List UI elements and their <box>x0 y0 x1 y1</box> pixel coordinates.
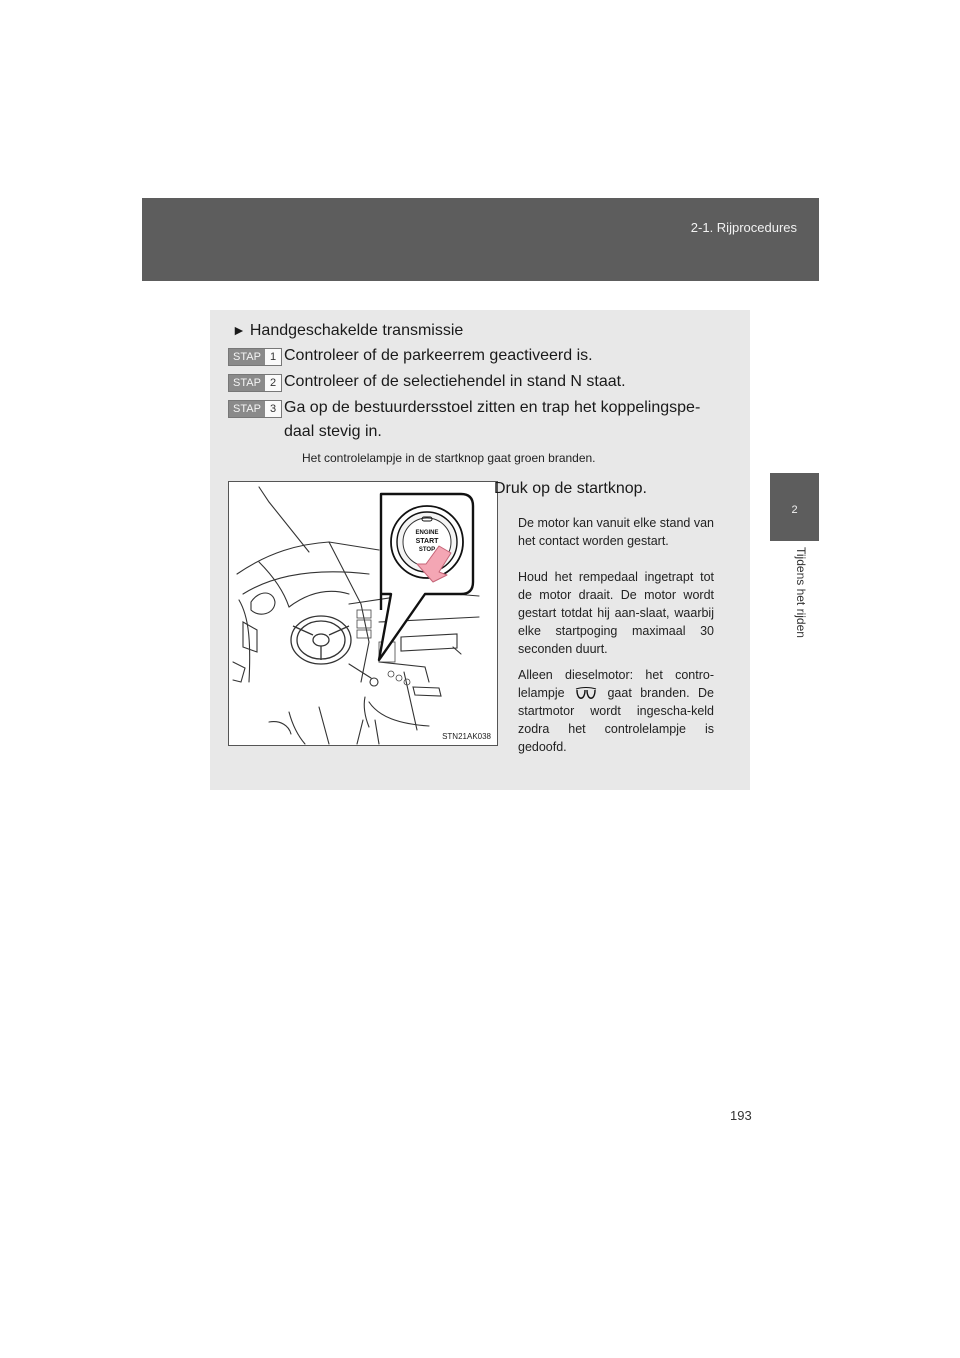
transmission-heading <box>232 322 463 340</box>
step-number: 2 <box>269 377 277 389</box>
step-label: STAP <box>229 375 265 391</box>
diesel-note <box>518 666 714 756</box>
step-badge-1 <box>228 348 282 366</box>
step-4-description-2 <box>518 568 714 658</box>
step-3-text-continued: daal stevig in. <box>284 423 382 440</box>
heading-text: Handgeschakelde transmissie <box>249 322 464 339</box>
step-number: 1 <box>269 351 277 363</box>
step-badge-2 <box>228 374 282 392</box>
diesel-note-text-b: gaat branden. De startmotor wordt ingescha-keld zodra het controlelampje is gedoofd. <box>518 686 714 754</box>
chapter-tab[interactable] <box>770 473 819 541</box>
section-title: 2-1. Rijprocedures <box>690 220 797 235</box>
stop-button-label: STOP <box>418 547 436 553</box>
step-label: STAP <box>229 401 265 417</box>
step-3-text: Ga op de bestuurdersstoel zitten en trap het koppelingspe- <box>284 399 701 416</box>
triangle-right-icon: ► <box>232 322 246 338</box>
step-3-note: Het controlelampje in de startknop gaat groen branden. <box>302 451 596 465</box>
step-4-desc-text-2: Houd het rempedaal ingetrapt tot de motor draait. De motor wordt gestart totdat hij aan-slaat, waarbij elke startpoging maximaal 30 seconden duurt. <box>518 570 714 656</box>
step-4-text: Druk op de startknop. <box>494 480 647 497</box>
chapter-label: Tijdens het rijden <box>794 547 808 638</box>
page-number: 193 <box>730 1108 752 1123</box>
dashboard-illustration <box>228 481 498 746</box>
start-button-label: START <box>415 538 439 545</box>
step-1-text: Controleer of de parkeerrem geactiveerd is. <box>284 347 593 364</box>
section-header-bar <box>142 198 819 281</box>
engine-button-label: ENGINE <box>415 530 439 536</box>
dashboard-drawing <box>229 482 497 745</box>
step-2-text: Controleer of de selectiehendel in stand N staat. <box>284 373 626 390</box>
chapter-number: 2 <box>791 504 798 516</box>
illustration-code: STN21AK038 <box>442 732 491 741</box>
instruction-panel <box>210 310 750 790</box>
diesel-note-text-a: Alleen dieselmotor: het contro-lelampje <box>518 668 714 700</box>
step-4-description <box>518 514 714 550</box>
step-badge-3 <box>228 400 282 418</box>
step-label: STAP <box>229 349 265 365</box>
glow-plug-icon <box>575 687 597 701</box>
step-number: 3 <box>269 403 277 415</box>
step-4-desc-text: De motor kan vanuit elke stand van het contact worden gestart. <box>518 516 714 548</box>
